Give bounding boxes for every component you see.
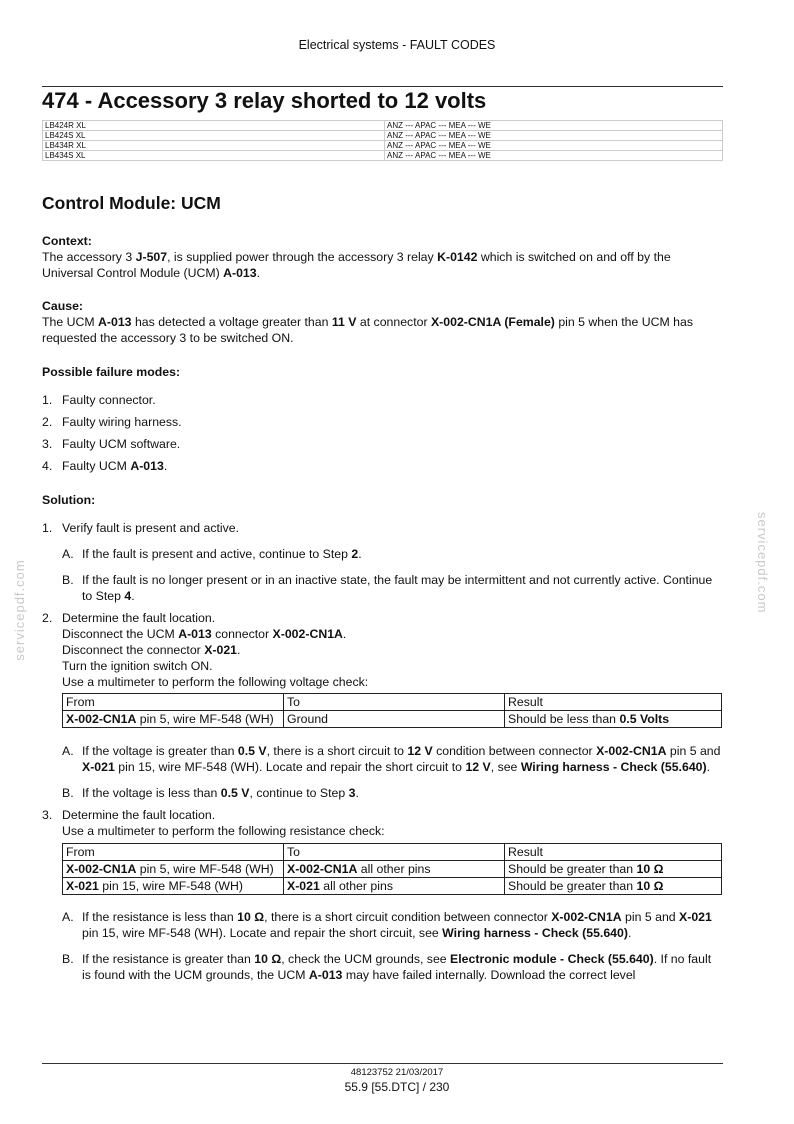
- watermark-right: servicepdf.com: [755, 512, 770, 614]
- table-row: [43, 131, 723, 141]
- regions-cell: ANZ --- APAC --- MEA --- WE: [385, 131, 723, 141]
- list-item: 4. Faulty UCM A-013.: [42, 459, 168, 473]
- table-row: [43, 151, 723, 161]
- voltage-check-table: [62, 693, 722, 728]
- model-cell: LB434R XL: [43, 141, 385, 151]
- cause-section: [42, 298, 723, 346]
- cause-text: The UCM A-013 has detected a voltage greater than 11 V at connector X-002-CN1A (Female) pin 5 when the UCM has requested the accessory 3 to be switched ON.: [42, 315, 693, 345]
- step-1a: A. If the fault is present and active, continue to Step 2.: [62, 547, 362, 561]
- failure-label: Possible failure modes:: [42, 365, 181, 379]
- context-text: The accessory 3 J-507, is supplied power through the accessory 3 relay K-0142 which is switched on and off by the Universal Control Module (UCM) A-013.: [42, 250, 671, 280]
- table-row: X-021 pin 15, wire MF-548 (WH) X-021 all other pins Should be greater than 10 Ω: [63, 878, 722, 895]
- header-rule: [42, 86, 723, 87]
- page-title: 474 - Accessory 3 relay shorted to 12 volts: [42, 88, 487, 113]
- watermark-left: servicepdf.com: [12, 559, 27, 661]
- model-cell: LB424R XL: [43, 121, 385, 131]
- step-3: 3. Determine the fault location. Use a multimeter to perform the following resistance check:: [42, 808, 385, 838]
- step-1b: B. If the fault is no longer present or in an inactive state, the fault may be intermittent and not currently active. Continue to Step 4.: [62, 573, 713, 603]
- resistance-check-table: [62, 843, 722, 895]
- list-item: 2. Faulty wiring harness.: [42, 415, 182, 429]
- step-3b: B. If the resistance is greater than 10 Ω, check the UCM grounds, see Electronic module - Check (55.640). If no fault is found with the UCM grounds, the UCM A-013 may have failed internally. Download the correct level: [62, 952, 712, 982]
- list-item: 1. Faulty connector.: [42, 393, 156, 407]
- regions-cell: ANZ --- APAC --- MEA --- WE: [385, 141, 723, 151]
- solution-label: Solution:: [42, 493, 96, 507]
- step-2a: A. If the voltage is greater than 0.5 V, there is a short circuit to 12 V condition between connector X-002-CN1A pin 5 and X-021 pin 15, wire MF-548 (WH). Locate and repair the short circuit to 12 V, see Wiring harness - Check (55.640).: [62, 744, 721, 774]
- table-row: X-002-CN1A pin 5, wire MF-548 (WH) X-002-CN1A all other pins Should be greater than 10 Ω: [63, 861, 722, 878]
- regions-cell: ANZ --- APAC --- MEA --- WE: [385, 151, 723, 161]
- table-row: [43, 121, 723, 131]
- failure-list: [42, 392, 723, 474]
- table-row: [43, 141, 723, 151]
- context-label: Context:: [42, 234, 92, 248]
- step-2: 2. Determine the fault location. Disconnect the UCM A-013 connector X-002-CN1A. Disconnect the connector X-021. Turn the ignition switch ON. Use a multimeter to perform the following voltage check:: [42, 611, 369, 689]
- table-header-row: From To Result: [63, 844, 722, 861]
- solution-section: [42, 492, 723, 983]
- failure-section: [42, 364, 723, 474]
- regions-cell: ANZ --- APAC --- MEA --- WE: [385, 121, 723, 131]
- footer-rule: [42, 1063, 723, 1064]
- page-header: Electrical systems - FAULT CODES: [298, 38, 496, 52]
- footer-doc-id: 48123752 21/03/2017: [350, 1067, 444, 1078]
- context-section: [42, 233, 723, 281]
- table-row: X-002-CN1A pin 5, wire MF-548 (WH) Ground Should be less than 0.5 Volts: [63, 711, 722, 728]
- models-table: [42, 120, 723, 161]
- step-2b: B. If the voltage is less than 0.5 V, continue to Step 3.: [62, 786, 359, 800]
- model-cell: LB424S XL: [43, 131, 385, 141]
- step-1: 1. Verify fault is present and active.: [42, 521, 240, 535]
- cause-label: Cause:: [42, 299, 84, 313]
- table-header-row: From To Result: [63, 694, 722, 711]
- list-item: 3. Faulty UCM software.: [42, 437, 181, 451]
- control-module-heading: Control Module: UCM: [42, 193, 221, 213]
- step-3a: A. If the resistance is less than 10 Ω, there is a short circuit condition between connector X-002-CN1A pin 5 and X-021 pin 15, wire MF-548 (WH). Locate and repair the short circuit, see Wiring harness - Check (55.640).: [62, 910, 712, 940]
- model-cell: LB434S XL: [43, 151, 385, 161]
- footer-page-number: 55.9 [55.DTC] / 230: [344, 1080, 450, 1094]
